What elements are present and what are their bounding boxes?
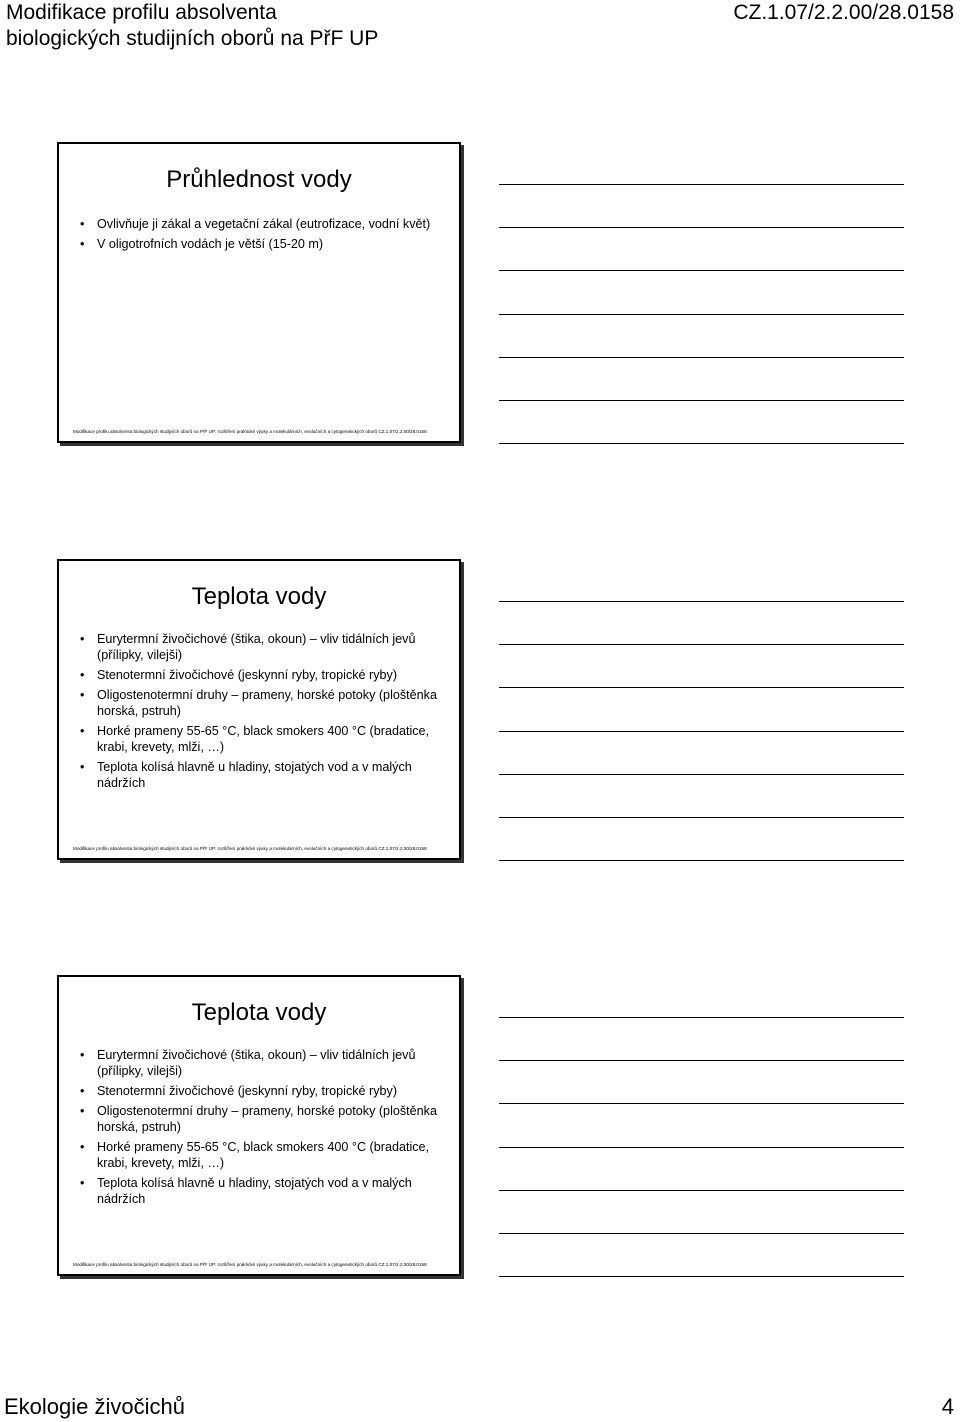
note-line — [499, 184, 904, 185]
note-line — [499, 270, 904, 271]
bullet-text: V oligotrofních vodách je větší (15-20 m) — [97, 237, 324, 251]
slide-footer: Modifikace profilu absolventa biologických studijních oborů na PřF UP: rozšíření praktické výuky a molekulárních, evolučních a cytogenetických oborů CZ.1.07/2.2.00/28.0158 — [73, 1262, 427, 1267]
bullet-text: Ovlivňuje ji zákal a vegetační zákal (eutrofizace, vodní květ) — [97, 217, 431, 231]
slide-bullet-list — [76, 631, 443, 795]
slide-bullet: • Horké prameny 55-65 °C, black smokers 400 °C (bradatice, krabi, krevety, mlži, …) — [80, 1140, 430, 1170]
slide-bullet: • V oligotrofních vodách je větší (15-20 m) — [80, 237, 324, 251]
note-line — [499, 601, 904, 602]
note-line — [499, 687, 904, 688]
note-line — [499, 357, 904, 358]
bullet-text: Teplota kolísá hlavně u hladiny, stojatých vod a v malých nádržích — [97, 1176, 412, 1206]
slide-1 — [57, 142, 461, 443]
document-footer-title: Ekologie živočichů — [4, 1394, 185, 1419]
slide-bullet: • Stenotermní živočichové (jeskynní ryby, tropické ryby) — [80, 668, 398, 682]
page-number: 4 — [941, 1394, 954, 1419]
slide-bullet: • Eurytermní živočichové (štika, okoun) – vliv tidálních jevů (přílipky, vilejši) — [80, 1048, 416, 1078]
note-line — [499, 400, 904, 401]
bullet-text: Teplota kolísá hlavně u hladiny, stojatých vod a v malých nádržích — [97, 760, 412, 790]
slide-footer: Modifikace profilu absolventa biologických studijních oborů na PřF UP: rozšíření praktické výuky a molekulárních, evolučních a cytogenetických oborů CZ.1.07/2.2.00/28.0158 — [73, 429, 427, 434]
header-title-line2: biologických studijních oborů na PřF UP — [6, 27, 379, 50]
slide-footer: Modifikace profilu absolventa biologických studijních oborů na PřF UP: rozšíření praktické výuky a molekulárních, evolučních a cytogenetických oborů CZ.1.07/2.2.00/28.0158 — [73, 846, 427, 851]
note-line — [499, 1017, 904, 1018]
note-line — [499, 1060, 904, 1061]
bullet-text: Oligostenotermní druhy – prameny, horské potoky (ploštěnka horská, pstruh) — [97, 1104, 437, 1134]
note-line — [499, 1190, 904, 1191]
bullet-text: Stenotermní živočichové (jeskynní ryby, tropické ryby) — [97, 668, 398, 682]
slide-bullet: • Oligostenotermní druhy – prameny, horské potoky (ploštěnka horská, pstruh) — [80, 1104, 437, 1134]
slide-title: Průhlednost vody — [166, 166, 352, 193]
slide-bullet: • Eurytermní živočichové (štika, okoun) – vliv tidálních jevů (přílipky, vilejši) — [80, 632, 416, 662]
note-line — [499, 774, 904, 775]
bullet-text: Oligostenotermní druhy – prameny, horské potoky (ploštěnka horská, pstruh) — [97, 688, 437, 718]
bullet-text: Eurytermní živočichové (štika, okoun) – vliv tidálních jevů (přílipky, vilejši) — [97, 1048, 416, 1078]
note-line — [499, 731, 904, 732]
bullet-text: Eurytermní živočichové (štika, okoun) – vliv tidálních jevů (přílipky, vilejši) — [97, 632, 416, 662]
note-line — [499, 1276, 904, 1277]
note-line — [499, 860, 904, 861]
slide-bullet-list — [76, 216, 443, 256]
header-title-line1: Modifikace profilu absolventa — [6, 1, 277, 24]
slide-bullet: • Stenotermní živočichové (jeskynní ryby, tropické ryby) — [80, 1084, 398, 1098]
note-line — [499, 1233, 904, 1234]
slide-title: Teplota vody — [191, 583, 327, 610]
note-line — [499, 817, 904, 818]
note-line — [499, 1103, 904, 1104]
slide-bullet: • Ovlivňuje ji zákal a vegetační zákal (eutrofizace, vodní květ) — [80, 217, 431, 231]
note-line — [499, 227, 904, 228]
header-project-code: CZ.1.07/2.2.00/28.0158 — [733, 1, 954, 24]
slide-bullet: • Teplota kolísá hlavně u hladiny, stojatých vod a v malých nádržích — [80, 1176, 412, 1206]
slide-2 — [57, 559, 461, 860]
slide-title: Teplota vody — [191, 999, 327, 1026]
slide-bullet: • Oligostenotermní druhy – prameny, horské potoky (ploštěnka horská, pstruh) — [80, 688, 437, 718]
slide-bullet-list — [76, 1047, 443, 1211]
slide-bullet: • Teplota kolísá hlavně u hladiny, stojatých vod a v malých nádržích — [80, 760, 412, 790]
note-line — [499, 644, 904, 645]
document-header-title — [6, 0, 378, 52]
note-line — [499, 1147, 904, 1148]
bullet-text: Stenotermní živočichové (jeskynní ryby, tropické ryby) — [97, 1084, 398, 1098]
slide-3 — [57, 975, 461, 1276]
note-line — [499, 443, 904, 444]
note-line — [499, 314, 904, 315]
bullet-text: Horké prameny 55-65 °C, black smokers 400 °C (bradatice, krabi, krevety, mlži, …) — [97, 724, 430, 754]
bullet-text: Horké prameny 55-65 °C, black smokers 400 °C (bradatice, krabi, krevety, mlži, …) — [97, 1140, 430, 1170]
slide-bullet: • Horké prameny 55-65 °C, black smokers 400 °C (bradatice, krabi, krevety, mlži, …) — [80, 724, 430, 754]
